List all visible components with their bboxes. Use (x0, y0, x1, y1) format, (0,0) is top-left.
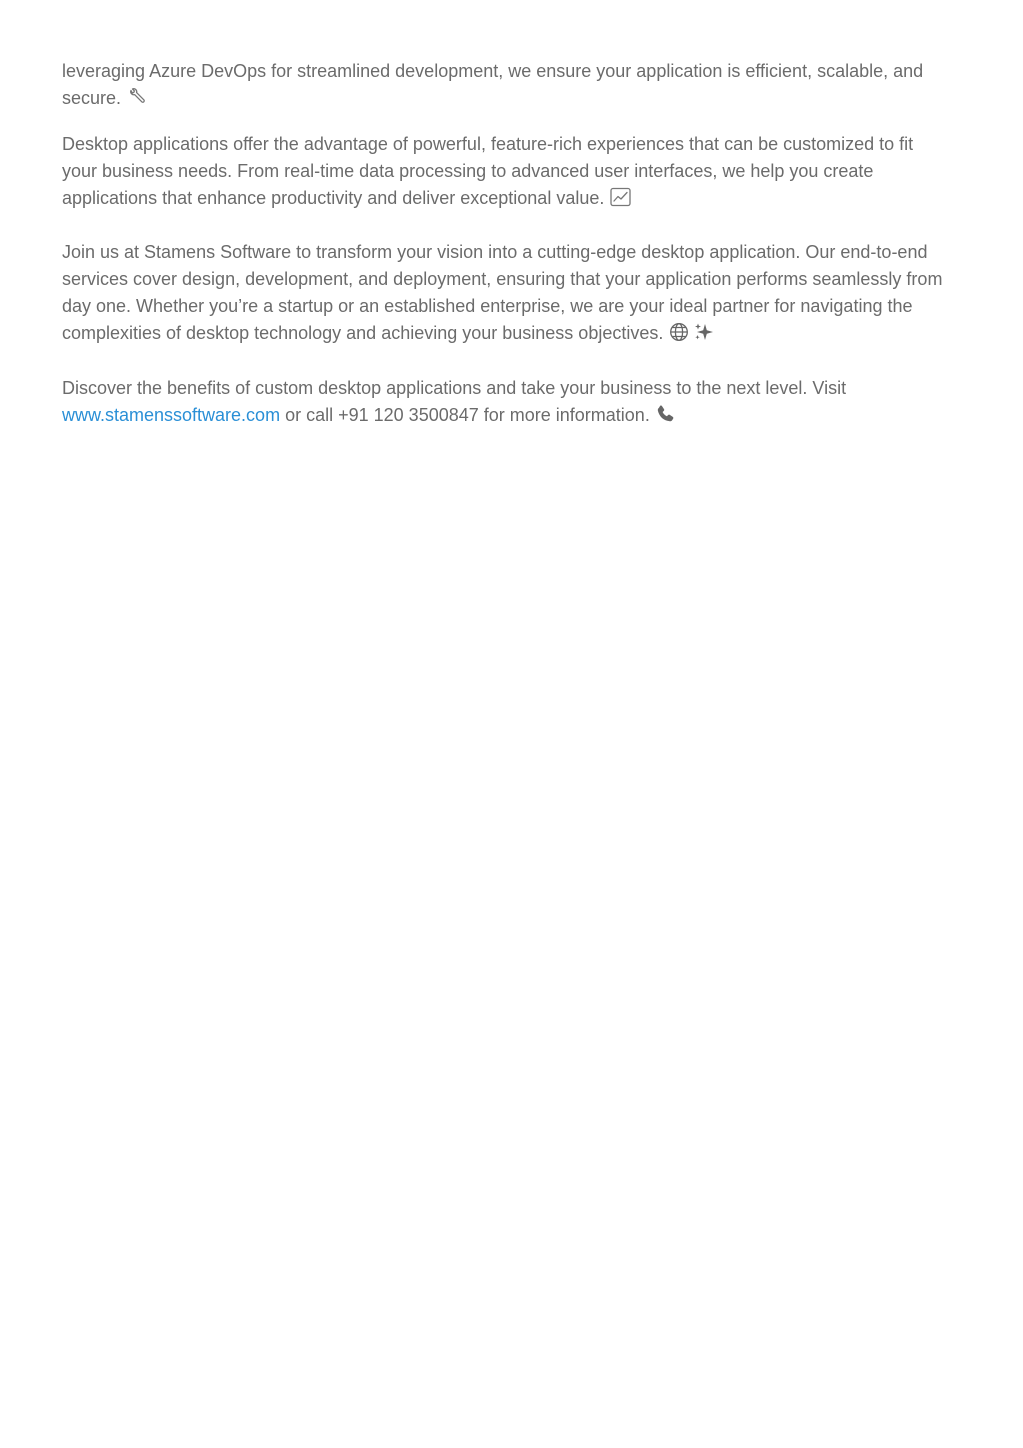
website-link[interactable]: www.stamenssoftware.com (62, 405, 281, 425)
paragraph-azure-devops (62, 58, 952, 112)
paragraph-text: or call +91 120 3500847 for more information. (285, 405, 650, 425)
chart-increasing-icon (610, 187, 631, 207)
paragraph-desktop-advantages (62, 131, 952, 212)
paragraph-text: leveraging Azure DevOps for streamlined development, we ensure your application is efficient, scalable, and secure. (62, 61, 924, 108)
paragraph-text: Join us at Stamens Software to transform your vision into a cutting-edge desktop application. Our end-to-end services cover design, development, and deployment, ensuring that your application performs seamlessly from day one. Whether you’re a startup or an established enterprise, we are your ideal partner for navigating the complexities of desktop technology and achieving your business objectives. (62, 242, 943, 343)
document-page (62, 58, 952, 429)
sparkles-icon (693, 322, 715, 342)
wrench-icon (127, 87, 147, 107)
phone-icon (656, 404, 676, 424)
paragraph-join-us (62, 239, 952, 347)
globe-icon (669, 322, 689, 342)
paragraph-contact (62, 375, 952, 429)
paragraph-text: Discover the benefits of custom desktop applications and take your business to the next level. Visit (62, 378, 847, 398)
paragraph-text: Desktop applications offer the advantage of powerful, feature-rich experiences that can be customized to fit your business needs. From real-time data processing to advanced user interfaces, we help you create applications that enhance productivity and deliver exceptional value. (62, 134, 914, 208)
